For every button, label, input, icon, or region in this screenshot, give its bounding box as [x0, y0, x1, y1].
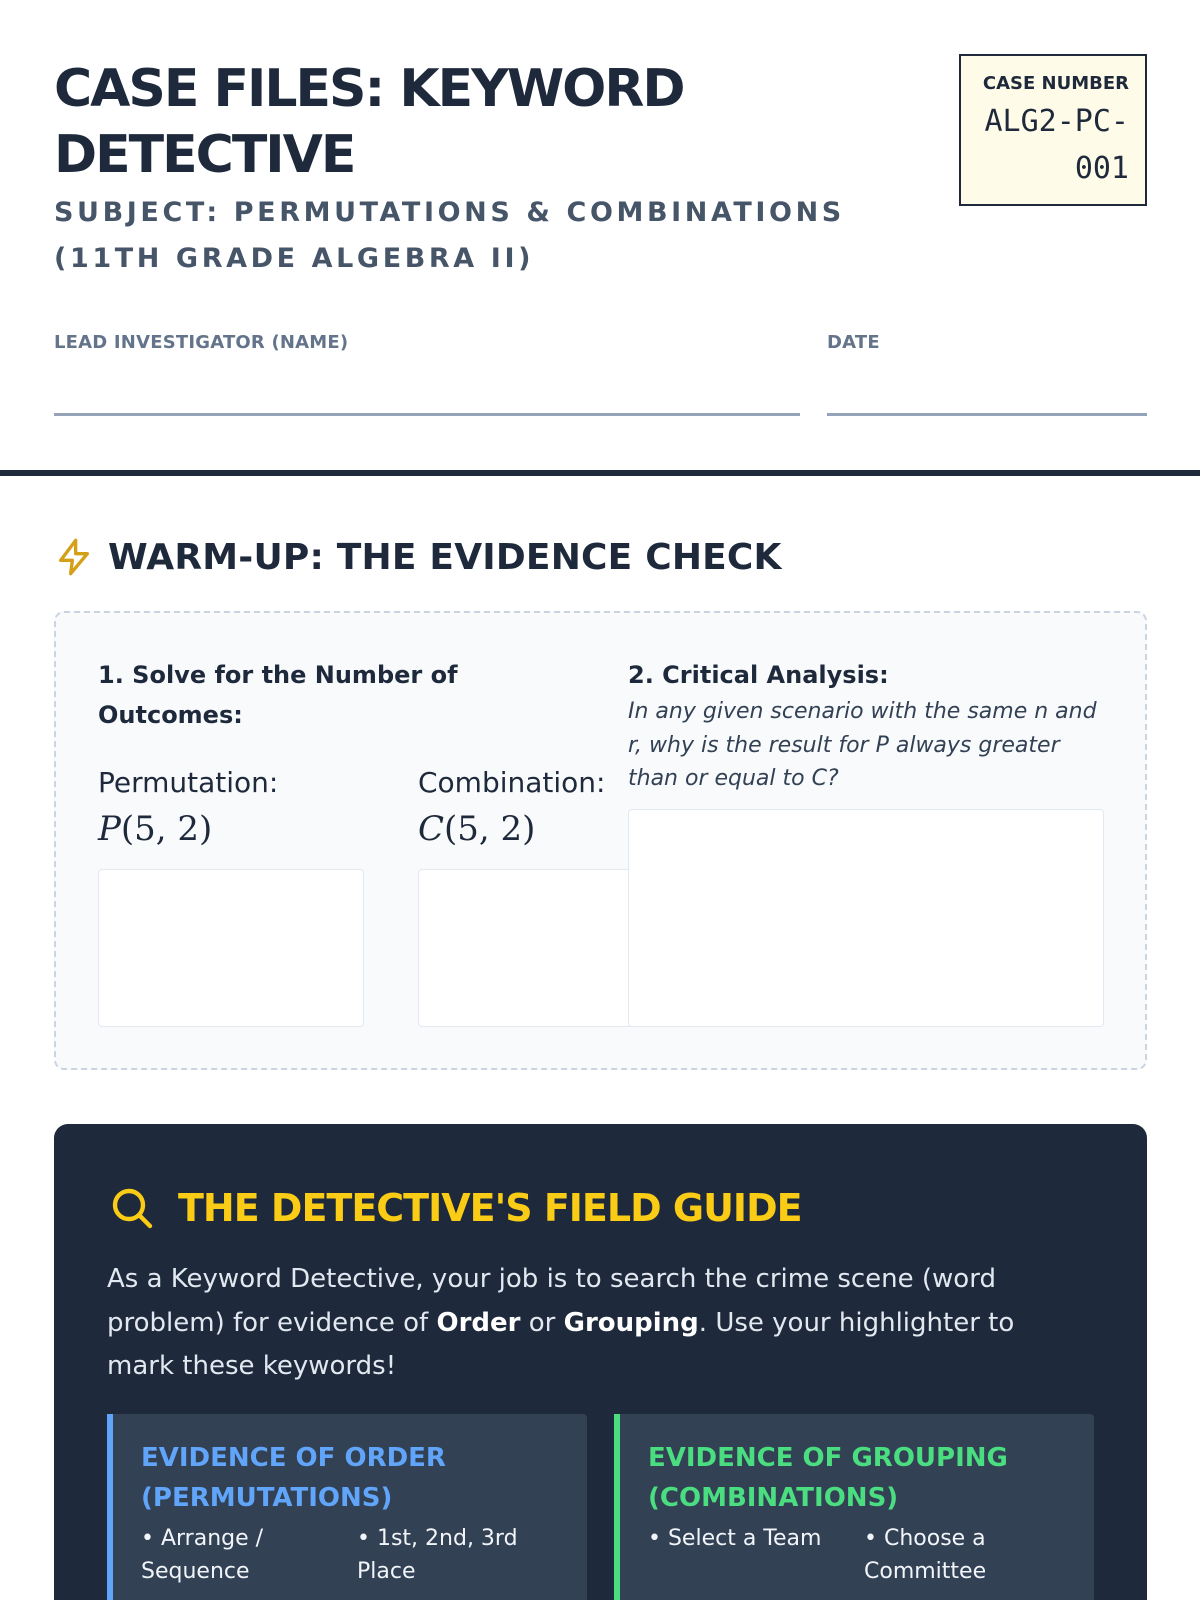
grouping-keyword-item: • Choose a Committee [864, 1526, 987, 1584]
case-number-box [959, 54, 1147, 206]
worksheet-header [54, 52, 1147, 430]
evidence-order-card [107, 1414, 587, 1600]
case-number-label: CASE NUMBER [982, 73, 1129, 94]
magnifier-icon [108, 1184, 156, 1232]
field-guide-title: THE DETECTIVE'S FIELD GUIDE [178, 1186, 802, 1230]
warmup-heading [54, 532, 782, 582]
investigator-name-field[interactable] [54, 413, 800, 416]
combination-answer-box[interactable] [418, 869, 634, 1027]
grouping-keyword-item: • Select a Team [648, 1526, 822, 1551]
question-2-prompt: In any given scenario with the same n and r, why is the result for P always greater than or equal to C? [628, 699, 1097, 791]
question-2-title: 2. Critical Analysis: [628, 661, 889, 689]
combination-label: Combination: [418, 766, 606, 799]
bolt-icon [54, 537, 94, 577]
permutation-expression [98, 809, 212, 849]
page-title: CASE FILES: KEYWORD DETECTIVE [54, 59, 684, 185]
evidence-order-title: EVIDENCE OF ORDER (PERMUTATIONS) [141, 1443, 446, 1513]
permutation-symbol: P [98, 809, 121, 849]
field-guide-intro [107, 1258, 1082, 1389]
question-1-title: 1. Solve for the Number of Outcomes: [98, 661, 458, 729]
date-label: DATE [827, 332, 880, 353]
permutation-label: Permutation: [98, 766, 279, 799]
section-divider [0, 470, 1200, 476]
combination-args: (5, 2) [444, 809, 536, 849]
analysis-answer-box[interactable] [628, 809, 1104, 1027]
case-number-value: ALG2-PC-001 [984, 104, 1129, 186]
order-keyword-item: • Arrange / Sequence [141, 1526, 264, 1584]
date-field[interactable] [827, 413, 1147, 416]
combination-expression [418, 809, 535, 849]
field-guide-heading [108, 1180, 802, 1236]
combination-symbol: C [418, 809, 445, 849]
grouping-accent-bar [614, 1414, 620, 1600]
field-guide-panel [54, 1124, 1147, 1600]
evidence-grouping-title: EVIDENCE OF GROUPING (COMBINATIONS) [648, 1443, 1008, 1513]
investigator-label: LEAD INVESTIGATOR (NAME) [54, 332, 349, 353]
intro-keyword-order: Order [436, 1307, 521, 1338]
intro-text-2: . Use your highlighter to mark these keywords! [107, 1307, 1015, 1381]
order-accent-bar [107, 1414, 113, 1600]
permutation-answer-box[interactable] [98, 869, 364, 1027]
subject-line: SUBJECT: PERMUTATIONS & COMBINATIONS (11TH GRADE ALGEBRA II) [54, 197, 845, 274]
order-keyword-item: • 1st, 2nd, 3rd Place [357, 1526, 518, 1584]
evidence-grouping-card [614, 1414, 1094, 1600]
warmup-title: WARM-UP: THE EVIDENCE CHECK [108, 536, 782, 578]
intro-text-1: As a Keyword Detective, your job is to search the crime scene (word problem) for evidence of [107, 1264, 996, 1338]
permutation-args: (5, 2) [120, 809, 213, 849]
intro-text-or: or [520, 1307, 564, 1338]
intro-keyword-grouping: Grouping [563, 1307, 699, 1338]
warmup-box [54, 611, 1147, 1070]
